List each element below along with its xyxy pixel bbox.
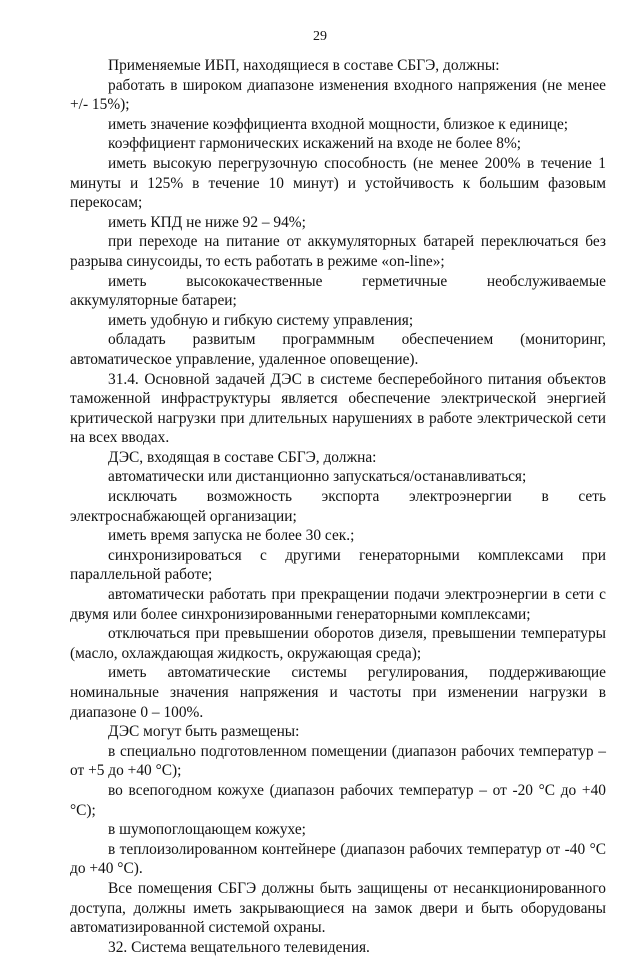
paragraph-31-4-des-task: 31.4. Основной задачей ДЭС в системе бесперебойного питания объектов таможенной инфраструктуры является обеспечение электрической энергией критической нагрузки при длительных нарушениях в работе электрической сети на всех вводах. <box>70 370 606 447</box>
paragraph-ups-overload: иметь высокую перегрузочную способность (не менее 200% в течение 1 минуты и 125% в течение 10 минут) и устойчивость к большим фазовым перекосам; <box>70 154 606 212</box>
paragraph-placement-room: в специально подготовленном помещении (диапазон рабочих температур – от +5 до +40 °С); <box>70 742 606 780</box>
paragraph-ups-online-mode: при переходе на питание от аккумуляторных батарей переключаться без разрыва синусоиды, то есть работать в режиме «on-line»; <box>70 233 606 270</box>
paragraph-ups-efficiency: иметь КПД не ниже 92 – 94%; <box>108 213 306 231</box>
paragraph-ups-batteries: иметь высококачественные герметичные необслуживаемые аккумуляторные батареи; <box>70 272 606 310</box>
paragraph-des-sync: синхронизироваться с другими генераторными комплексами при параллельной работе; <box>70 546 606 584</box>
paragraph-des-start-stop: автоматически или дистанционно запускаться/останавливаться; <box>108 468 527 486</box>
paragraph-des-intro: ДЭС, входящая в составе СБГЭ, должна: <box>108 448 377 466</box>
paragraph-des-auto-work: автоматически работать при прекращении подачи электроэнергии в сети с двумя или более синхронизированными генераторными комплексами; <box>70 586 606 623</box>
paragraph-des-no-export: исключать возможность экспорта электроэнергии в сеть электроснабжающей организации; <box>70 488 606 525</box>
paragraph-placement-soundproof: в шумопоглощающем кожухе; <box>108 821 306 839</box>
section-heading-32: 32. Система вещательного телевидения. <box>108 938 370 956</box>
paragraph-des-placement-intro: ДЭС могут быть размещены: <box>108 723 300 741</box>
paragraph-des-start-time: иметь время запуска не более 30 сек.; <box>108 527 355 545</box>
paragraph-des-shutdown: отключаться при превышении оборотов дизеля, превышении температуры (масло, охлаждающая жидкость, окружающая среда); <box>70 625 606 662</box>
paragraph-placement-allweather: во всепогодном кожухе (диапазон рабочих температур – от -20 °С до +40 °С); <box>70 781 606 819</box>
paragraph-ups-software: обладать развитым программным обеспечением (мониторинг, автоматическое управление, удаленное оповещение). <box>70 331 606 368</box>
paragraph-placement-container: в теплоизолированном контейнере (диапазон рабочих температур от -40 °С до +40 °С). <box>70 840 606 878</box>
paragraph-ups-power-factor: иметь значение коэффициента входной мощности, близкое к единице; <box>108 115 569 133</box>
page-number: 29 <box>313 29 327 44</box>
paragraph-security: Все помещения СБГЭ должны быть защищены от несанкционированного доступа, должны иметь закрывающиеся на замок двери и быть оборудованы автоматизированной системой охраны. <box>70 879 606 937</box>
paragraph-ups-control-system: иметь удобную и гибкую систему управления; <box>108 311 414 329</box>
paragraph-ups-intro: Применяемые ИБП, находящиеся в составе СБГЭ, должны: <box>108 57 500 74</box>
paragraph-ups-harmonic-distortion: коэффициент гармонических искажений на входе не более 8%; <box>108 135 522 153</box>
paragraph-ups-voltage-range: работать в широком диапазоне изменения входного напряжения (не менее +/- 15%); <box>70 76 606 114</box>
paragraph-des-regulation: иметь автоматические системы регулирования, поддерживающие номинальные значения напряжения и частоты при изменении нагрузки в диапазоне 0 – 100%. <box>70 664 606 721</box>
page-body <box>70 56 606 957</box>
